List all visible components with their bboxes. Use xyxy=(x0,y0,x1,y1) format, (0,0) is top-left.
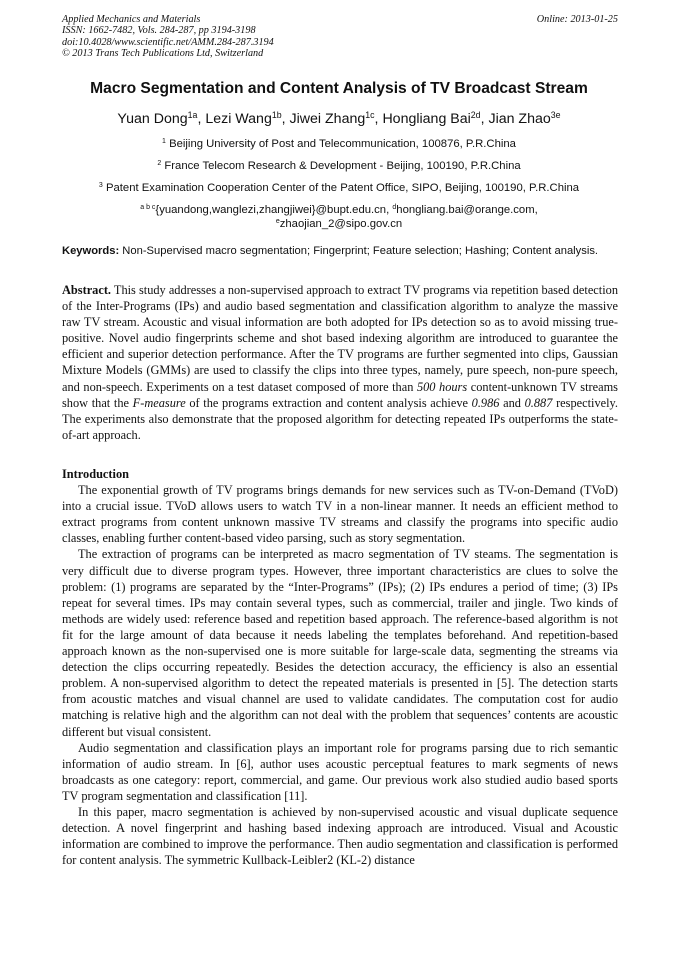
journal-doi: doi:10.4028/www.scientific.net/AMM.284-287.3194 xyxy=(62,36,274,48)
paragraph: The exponential growth of TV programs brings demands for new services such as TV-on-Demand (TVoD) into a crucial issue. TVoD allows users to watch TV in a non-linear manner. It needs an efficient method to extract programs from content unknown massive TV streams and classify the programs into specific audio classes, enabling further content-based video parsing, such as story segmentation. xyxy=(62,483,618,546)
affiliation-1: $^1$ Beijing University of Post and Telecommunication, 100876, P.R.China xyxy=(162,138,516,150)
abstract: Abstract. This study addresses a non-supervised approach to extract TV programs via repetition based detection of the Inter-Programs (IPs) and audio based segmentation and classification algorithm to analyze the massive raw TV stream. Acoustic and visual information are both adopted for IPs detection so as to avoid missing true-positive. Novel audio fingerprints scheme and shot based indexing algorithm are introduced to guarantee the efficient and superior detection performance. After the TV programs are further segmented into clips, Gaussian Mixture Models (GMMs) are used to classify the clips into three types, namely, pure speech, non-pure speech, and non-speech. Experiments on a test dataset composed of more than 500 hours content-unknown TV streams show that the F-measure of the programs extraction and content analysis achieve 0.986 and 0.887 respectively. The experiments also demonstrate that the proposed algorithm for detecting repeated IPs outperforms the state-of-art approach. xyxy=(62,283,618,442)
section-heading: Introduction xyxy=(62,467,129,481)
author-list xyxy=(30,110,648,128)
journal-name: Applied Mechanics and Materials xyxy=(62,14,201,25)
affiliation-2: $^2$ France Telecom Research & Development - Beijing, 100190, P.R.China xyxy=(157,160,521,172)
keywords-label: Keywords: xyxy=(62,245,120,257)
keywords xyxy=(62,244,618,259)
paragraph: In this paper, macro segmentation is achieved by non-supervised acoustic and visual duplicate sequence detection. A novel fingerprint and hashing based indexing approach are introduced. Visual and Acoustic information are combined to improve the performance. Then audio segmentation and classification is performed for content analysis. The symmetric Kullback-Leibler2 (KL-2) distance xyxy=(62,804,618,868)
author-emails: $^{a b c}${yuandong,wanglezi,zhangjiwei}@bupt.edu.cn, $^d$hongliang.bai@orange.com, $^e$zhaojian_2@sipo.gov.cn xyxy=(140,204,538,230)
journal-issn: ISSN: 1662-7482, Vols. 284-287, pp 3194-3198 xyxy=(62,25,256,37)
author: Lezi Wang$^{1b}$, xyxy=(205,110,290,127)
author: Jian Zhao$^{3e}$ xyxy=(488,110,561,127)
paper-title: Macro Segmentation and Content Analysis of TV Broadcast Stream xyxy=(90,80,588,97)
author: Yuan Dong$^{1a}$, xyxy=(117,110,206,127)
affiliation-3: $^3$ Patent Examination Cooperation Center of the Patent Office, SIPO, Beijing, 100190, P.R.China xyxy=(98,182,580,194)
paragraph: The extraction of programs can be interpreted as macro segmentation of TV steams. The segmentation is very difficult due to diverse program types. However, three important characteristics are clues to solve the problem: (1) programs are separated by the “Inter-Programs” (IPs); (2) IPs endures a period of time; (3) IPs repeat for several times. IPs may contain several types, such as commercial, trailer and jingle. Two kinds of methods are widely used: reference based and repetition based approach. The reference-based algorithm is not fit for the large amount of data because it needs labeling the templates beforehand. And repetition-based approach known as the non-supervised one is more suitable for large-scale data, segmenting the streams via detection the clips occurring repeatedly. Besides the detection accuracy, the efficiency is also an essential problem. A non-supervised algorithm to detect the repeated materials is presented in [5]. The detection starts from acoustic matches and visual channel are used to validate candidates. The computation cost for audio matching is relative high and the algorithm can not deal with the problem that sequences’ contents are acoustic different but visual consistent. xyxy=(62,547,618,739)
introduction-section xyxy=(62,466,618,868)
abstract-label: Abstract. xyxy=(62,283,112,297)
keywords-text: Non-Supervised macro segmentation; Fingerprint; Feature selection; Hashing; Content analysis. xyxy=(119,245,599,257)
author: Jiwei Zhang$^{1c}$, xyxy=(289,110,383,127)
author: Hongliang Bai$^{2d}$, xyxy=(382,110,489,127)
paragraph: Audio segmentation and classification plays an important role for programs parsing due to rich semantic information of audio stream. In [6], author uses acoustic perceptual features to mark segments of news broadcasts as one category: report, commercial, and game. Our previous work also studied audio based sports TV program segmentation and classification [11]. xyxy=(62,740,618,803)
online-date: Online: 2013-01-25 xyxy=(536,14,618,25)
journal-copyright: © 2013 Trans Tech Publications Ltd, Switzerland xyxy=(62,47,264,59)
journal-header xyxy=(62,14,618,59)
